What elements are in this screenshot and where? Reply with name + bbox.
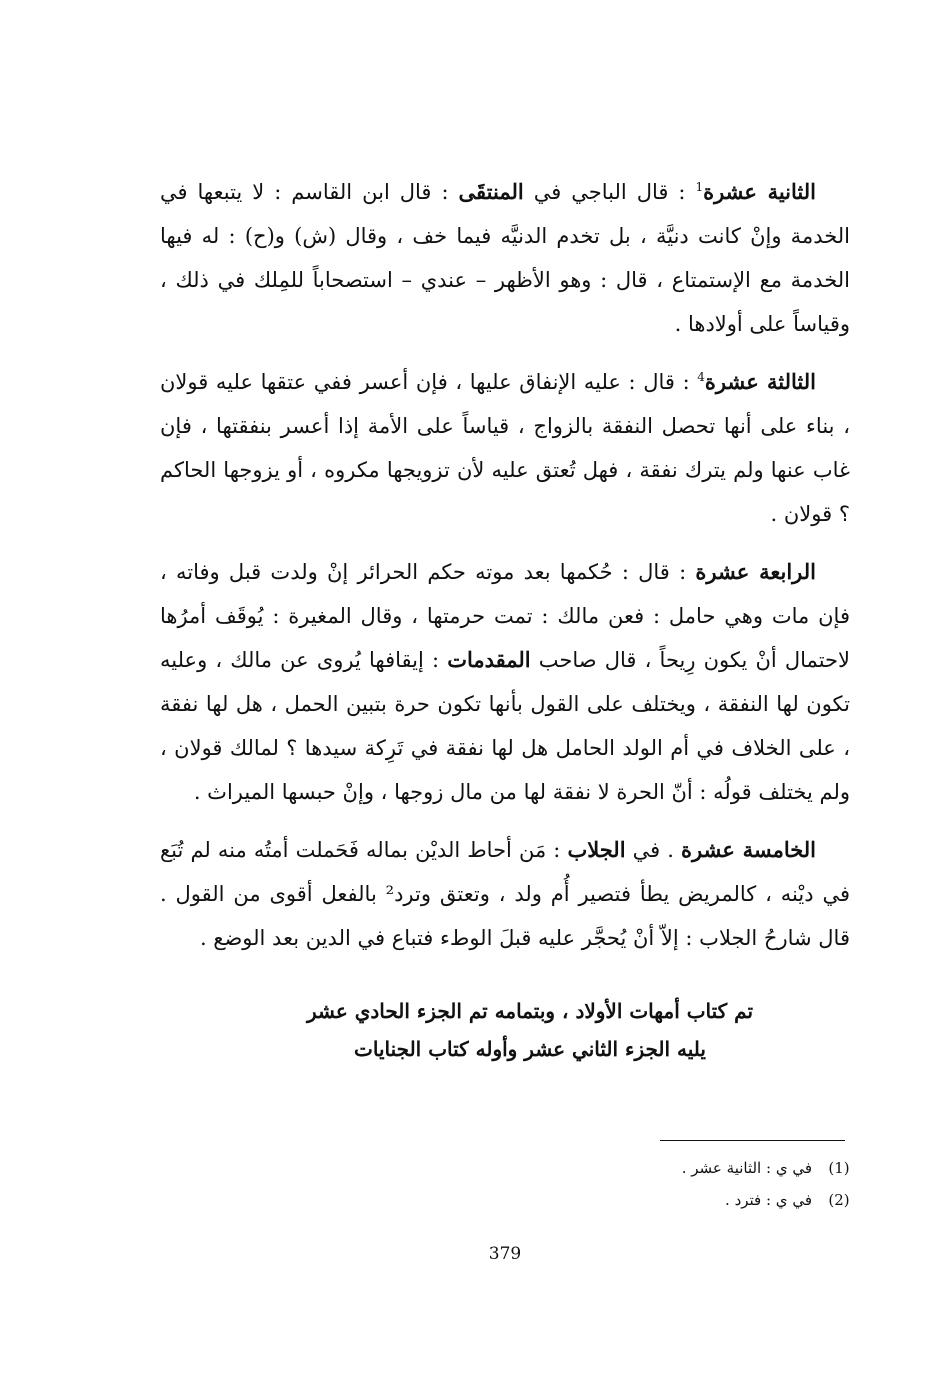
paragraph-text: : إيقافها يُروى عن مالك ، وعليه تكون لها النفقة ، ويختلف على القول بأنها تكون حرة بتبين الحمل ، هل لها نفقة ، على الخلاف في أم الولد الحامل هل لها نفقة في تَرِكة سيدها ؟ لمالك قولان ، ولم يختلف قولُه : أنّ الحرة لا نفقة لها من مال زوجها ، وإنْ حبسها الميراث . xyxy=(160,648,850,804)
paragraph-heading: الثالثة عشرة xyxy=(704,369,816,394)
footnote-ref: 4 xyxy=(697,370,705,384)
paragraph-heading: الثانية عشرة xyxy=(703,179,816,204)
footnote-2 xyxy=(560,1184,850,1216)
paragraph-2 xyxy=(160,360,850,536)
paragraph-1 xyxy=(160,170,850,346)
footnote-ref: 1 xyxy=(695,180,704,194)
paragraph-4 xyxy=(160,828,850,960)
paragraph-text: : مَن أحاط الديْن بماله فَحَملت أمتُه منه لم تُبَع في ديْنه ، كالمريض يطأ فتصير أُم ولد ، وتعتق وترد² بالفعل أقوى من القول . قال شارحُ الجلاب : إلاّ أنْ يُحجَّر عليه قبلَ الوطء فتباع في الدين بعد الوضع . xyxy=(160,838,850,950)
footnote-number: (1) xyxy=(828,1159,850,1177)
colophon-line-2: يليه الجزء الثاني عشر وأوله كتاب الجنايات xyxy=(354,1037,706,1061)
footnote-number: (2) xyxy=(828,1191,850,1209)
paragraph-heading: الخامسة عشرة xyxy=(681,837,817,862)
footnote-text: في ي : فترد . xyxy=(725,1191,812,1209)
paragraph-text: : قال ابن القاسم : لا يتبعها في الخدمة وإنْ كانت دنيَّة ، بل تخدم الدنيَّه فيما خف ، وقال (ش) و(ح) : له فيها الخدمة مع الإستمتاع ، قال : وهو الأظهر – عندي – استصحاباً للمِلك في ذلك ، وقياساً على أولادها . xyxy=(160,180,850,336)
footnote-1 xyxy=(560,1152,850,1184)
book-title: الجلاب xyxy=(567,837,626,862)
paragraph-3 xyxy=(160,550,850,814)
footnote-divider xyxy=(660,1140,845,1141)
paragraph-text: . في xyxy=(625,838,682,862)
colophon xyxy=(160,992,900,1068)
book-title: المقدمات xyxy=(447,647,531,672)
body-text xyxy=(160,170,850,974)
footnote-text: في ي : الثانية عشر . xyxy=(681,1159,812,1177)
paragraph-text: : قال الباجي في xyxy=(523,180,696,204)
paragraph-heading: الرابعة عشرة xyxy=(695,559,816,584)
colophon-line-1: تم كتاب أمهات الأولاد ، وبتمامه تم الجزء الحادي عشر xyxy=(306,999,754,1023)
footnotes xyxy=(560,1152,850,1216)
page-number: 379 xyxy=(488,1244,522,1264)
paragraph-text: : قال : عليه الإنفاق عليها ، فإن أعسر ففي عتقها عليه قولان ، بناء على أنها تحصل النفقة بالزواج ، قياساً على الأمة إذا أعسر بنفقتها ، فإن غاب عنها ولم يترك نفقة ، فهل تُعتق عليه لأن تزويجها مكروه ، أو يزوجها الحاكم ؟ قولان . xyxy=(160,370,850,526)
paragraph-text: : قال : حُكمها بعد موته حكم الحرائر إنْ ولدت قبل وفاته ، فإن مات وهي حامل : فعن مالك : تمت حرمتها ، وقال المغيرة : يُوقَف أمرُها لاحتمال أنْ يكون رِيحاً ، قال صاحب xyxy=(160,560,850,672)
book-title: المنتقَى xyxy=(458,179,524,204)
